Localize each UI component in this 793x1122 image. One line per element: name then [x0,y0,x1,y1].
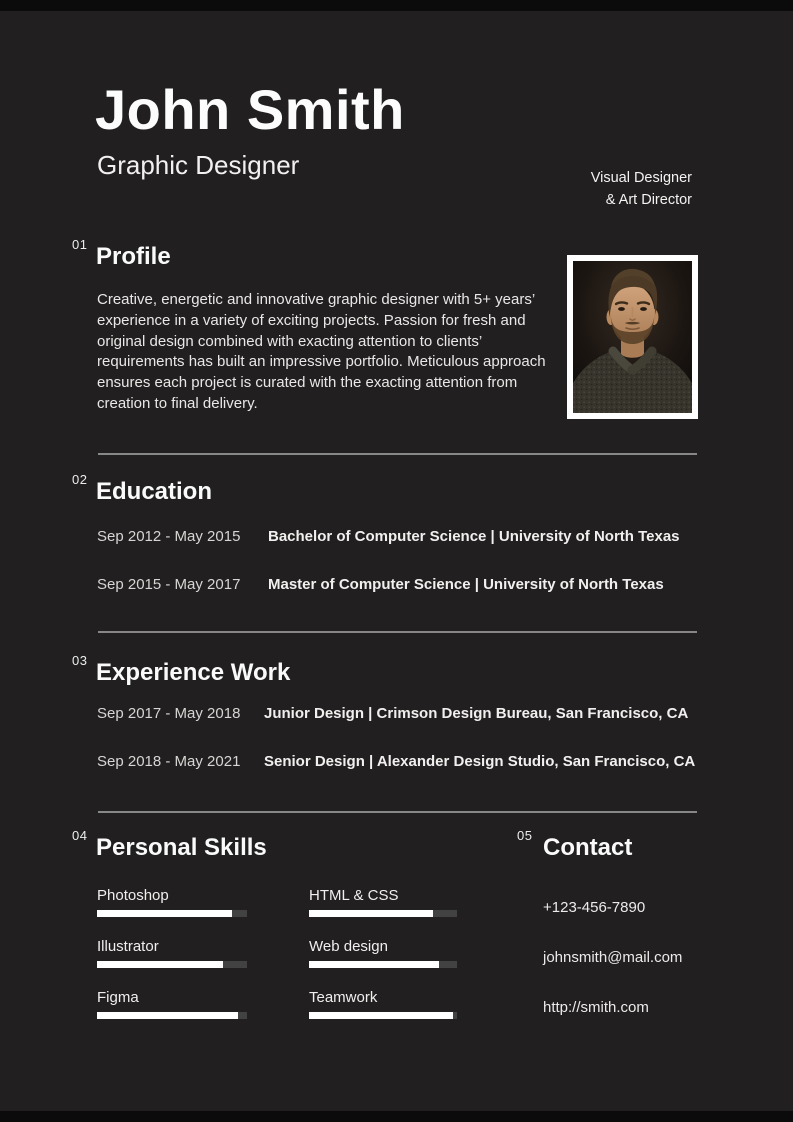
skill-bar [97,961,247,968]
section-heading-education [72,472,213,505]
section-title-skills: Personal Skills [96,834,267,861]
section-number-skills: 04 [72,828,88,843]
skill-bar-fill [309,961,439,968]
skill-bar [309,1012,457,1019]
skill-bar [309,961,457,968]
skill-label: HTML & CSS [309,887,399,904]
bottom-edge-bar [0,1111,793,1122]
section-heading-skills [72,828,267,861]
skill-label: Figma [97,989,139,1006]
education-detail-1: Bachelor of Computer Science | University of North Texas [268,528,680,545]
divider-after-experience [98,811,697,813]
top-edge-bar [0,0,793,11]
skill-label: Teamwork [309,989,378,1006]
tagline-line-2: & Art Director [605,191,692,208]
skill-bar-fill [309,910,433,917]
person-name: John Smith [95,78,405,141]
section-title-experience: Experience Work [96,659,291,686]
education-detail-2: Master of Computer Science | University of North Texas [268,576,664,593]
skill-item [309,886,457,917]
skills-grid [97,886,457,1019]
section-title-contact: Contact [543,834,633,861]
skill-bar-fill [97,1012,238,1019]
skill-bar-fill [309,1012,453,1019]
experience-detail-2: Senior Design | Alexander Design Studio, San Francisco, CA [264,753,696,770]
tagline-line-1: Visual Designer [590,170,692,186]
section-number-education: 02 [72,472,88,487]
section-number-profile: 01 [72,237,88,252]
experience-dates-1: Sep 2017 - May 2018 [97,705,241,722]
skill-label: Photoshop [97,887,169,904]
phone-number: +123-456-7890 [543,899,646,916]
skill-item [309,988,457,1019]
contact-list [543,897,682,1018]
email-address: johnsmith@mail.com [543,949,683,966]
skill-bar-fill [97,910,232,917]
skill-bar-fill [97,961,223,968]
section-heading-experience [72,653,291,686]
job-title: Graphic Designer [97,150,300,180]
skill-item [97,988,247,1019]
divider-after-education [98,631,697,633]
skill-item [97,886,247,917]
skill-bar [97,1012,247,1019]
skill-item [309,937,457,968]
skill-label: Web design [309,938,388,955]
divider-after-profile [98,453,697,455]
skill-bar [309,910,457,917]
section-number-contact: 05 [517,828,533,843]
experience-detail-1: Junior Design | Crimson Design Bureau, San Francisco, CA [264,705,689,722]
website-url: http://smith.com [543,999,649,1016]
education-dates-1: Sep 2012 - May 2015 [97,528,241,545]
skill-bar [97,910,247,917]
skill-item [97,937,247,968]
section-title-education: Education [96,478,213,505]
education-dates-2: Sep 2015 - May 2017 [97,576,241,593]
section-number-experience: 03 [72,653,88,668]
section-heading-contact [517,828,633,861]
experience-dates-2: Sep 2018 - May 2021 [97,753,241,770]
tagline [591,168,692,211]
portrait-photo [567,255,698,419]
section-title-profile: Profile [96,243,171,270]
profile-summary-text: Creative, energetic and innovative graphic designer with 5+ years’ experience in a variety of exciting projects. Passion for fresh and original design combined with exacting attention to clients’ requirements has built an impressive portfolio. Meticulous approach ensures each project is curated with the exacting attention from creation to final delivery. [97,291,546,412]
portrait-illustration [573,261,692,413]
skill-label: Illustrator [97,938,159,955]
section-heading-profile [72,237,171,270]
